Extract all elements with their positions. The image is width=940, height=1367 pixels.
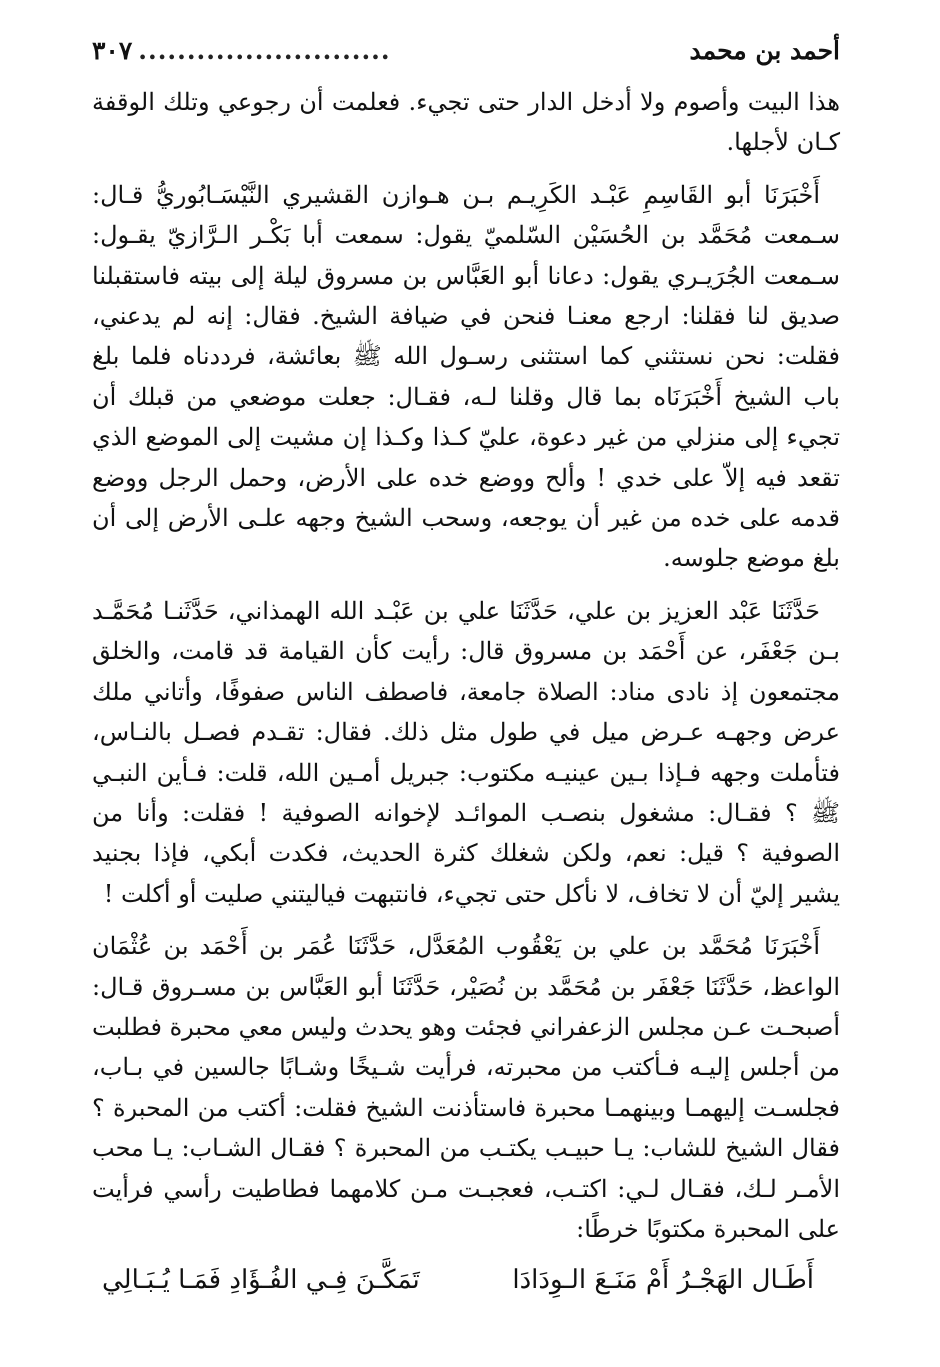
running-header [92, 36, 840, 78]
verse-second-hemistich: تَمَكَّـنَ فِـي الفُـؤَادِ فَمَـا يُـبَـالِي [102, 1265, 420, 1296]
book-page [92, 36, 840, 1336]
paragraph-inkwell-narration: أَخْبَرَنَا مُحَمَّد بن علي بن يَعْقُوب المُعَدَّل، حَدَّثَنَا عُمَر بن أَحْمَد بن عُثْمَان الواعظ، حَدَّثَنَا جَعْفَر بن مُحَمَّد بن نُصَيْر، حَدَّثَنَا أبو العَبَّاس بن مسـروق قـال: أصبحـت عـن مجلس الزعفراني فجئت وهو يحدث وليس معي محبرة فطلبت من أجلس إليـه فـأكتب من محبرته، فرأيت شـيخًا وشـابًا جالسين في بـاب، فجلسـت إليهمـا وبينهمـا محبرة فاستأذنت الشيخ فقلت: أكتب من المحبرة ؟ فقال الشيخ للشاب: يـا حبيـب يكتـب من المحبرة ؟ فقـال الشـاب: يـا محب الأمـر لـك، فقـال لـي: اكتـب، فعجبـت مـن كلامهما فطاطيت رأسي فرأيت على المحبرة مكتوبًا خرطًا: [92, 932, 840, 1243]
paragraph-qushayri-narration: أَخْبَرَنَا أبو القَاسِمِ عَبْـد الكَرِيـم بـن هـوازن القشيري النَّيْسَـابُوريُّ قـال: سـمعت مُحَمَّد بن الحُسَيْن السّلميّ يقول: سمعت أبا بَكْـر الـرَّازيّ يقـول: سـمعت الجُرَيـري يقول: دعانا أبو العَبَّاس بن مسروق ليلة إلى بيته فاستقبلنا صديق لنا فقلنا: ارجع معنـا فنحن في ضيافة الشيخ. فقال: إنه لم يدعني، فقلت: نحن نستثني كما استثنى رسـول الله ﷺ بعائشة، فرددناه فلما بلغ باب الشيخ أَخْبَرَنَاه بما قال وقلنا لـه، فقـال: جعلت موضعي من قبلك أن تجيء إلى منزلي من غير دعوة، عليّ كـذا وكـذا إن مشيت إلى الموضع الذي تقعد فيه إلاّ على خدي ! وألح ووضع خده على الأرض، وحمل الرجل ووضع قدمه على خده من غير أن يوجعه، وسحب الشيخ وجهه علـى الأرض إلى أن بلغ موضع جلوسه. [92, 180, 841, 573]
header-left-group [92, 36, 391, 65]
body-text [92, 82, 840, 1249]
verse-first-hemistich: أَطَـال الهَجْـرُ أَمْ مَنَـعَ الـوِدَادَا [512, 1265, 814, 1296]
paragraph-continuation: هذا البيت وأصوم ولا أدخل الدار حتى تجيء. فعلمت أن رجوعي وتلك الوقفة كـان لأجلها. [92, 88, 840, 157]
header-title: أحمد بن محمد [689, 36, 840, 65]
page-number: ٣٠٧ [92, 36, 133, 65]
header-dot-leader: .......................... [138, 36, 391, 65]
paragraph-dream-narration: حَدَّثَنَا عَبْد العزيز بن علي، حَدَّثَنَا علي بن عَبْـد الله الهمذاني، حَدَّثَنـا مُحَمَّـد بـن جَعْفَر، عن أَحْمَد بن مسروق قال: رأيت كأن القيامة قد قامت، والخلق مجتمعون إذ نادى مناد: الصلاة جامعة، فاصطف الناس صفوفًا، وأتاني ملك عرض وجهـه عـرض ميل في طول مثل ذلك. فقال: تقـدم فصـل بالنـاس، فتأملت وجهه فـإذا بـين عينيـه مكتوب: جبريل أمـين الله، قلت: فـأين النبـي ﷺ ؟ فقـال: مشغول بنصـب الموائـد لإخوانه الصوفية ! فقلت: وأنا من الصوفية ؟ قيل: نعم، ولكن شغلك كثرة الحديث، فكدت أبكي، فإذا بجنيد يشير إليّ أن لا تخاف، لا نأكل حتى تجيء، فانتبهت فياليتني صليت أو أكلت ! [92, 596, 840, 908]
poetry-verse [92, 1259, 840, 1301]
